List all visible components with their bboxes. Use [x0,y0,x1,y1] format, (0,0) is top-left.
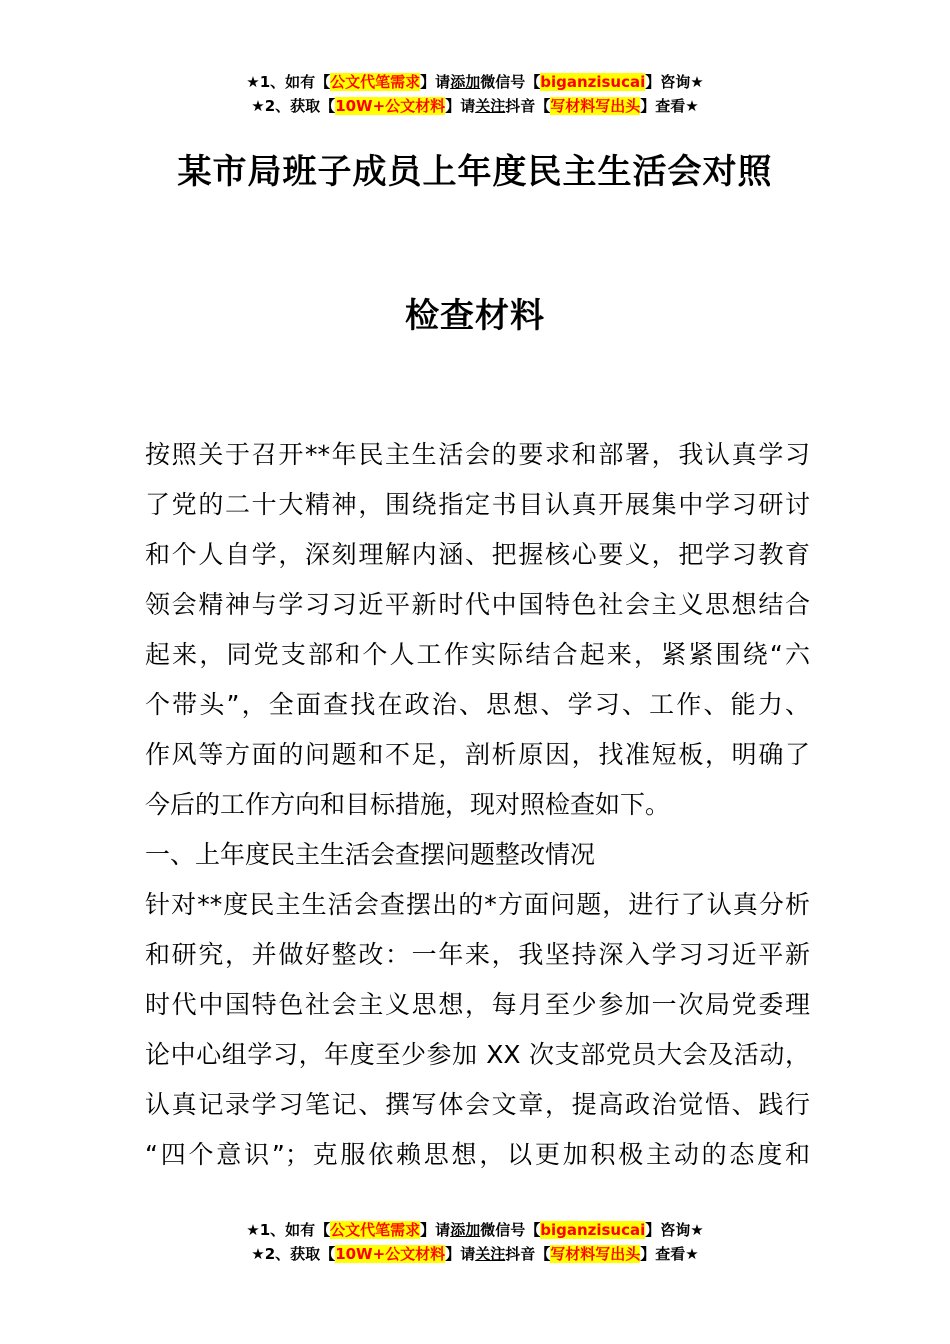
promo-douyin-id: 写材料写出头 [550,97,641,115]
promo-text: ★1、如有【 [246,73,331,91]
promo-line-2 [0,1242,950,1266]
promo-text: 】请 [420,73,451,91]
promo-text: 】咨询★ [645,73,704,91]
promo-wechat-id: biganzisucai [540,1221,646,1239]
body-line: 时代中国特色社会主义思想，每月至少参加一次局党委理 [145,990,810,1019]
promo-text: ★2、获取【 [251,1245,336,1263]
promo-wechat-id: biganzisucai [540,73,646,91]
promo-underline: 关注 [475,97,506,115]
promo-banner-bottom [0,1218,950,1266]
promo-highlight: 10W+公文材料 [335,97,446,115]
body-line: 了党的二十大精神，围绕指定书目认真开展集中学习研讨 [145,490,810,519]
promo-text: 】咨询★ [645,1221,704,1239]
body-line: 个带头”，全面查找在政治、思想、学习、工作、能力、 [145,690,810,719]
document-body [145,430,810,1180]
body-line: 针对**度民主生活会查摆出的*方面问题，进行了认真分析 [145,890,810,919]
promo-text: 】请 [420,1221,451,1239]
promo-text: 】请 [445,1245,476,1263]
promo-text: 抖音【 [505,1245,551,1263]
promo-underline: 添加 [450,1221,481,1239]
promo-underline: 添加 [450,73,481,91]
section-heading: 一、上年度民主生活会查摆问题整改情况 [145,840,596,869]
promo-line-2 [0,94,950,118]
body-line: 作风等方面的问题和不足，剖析原因，找准短板，明确了 [145,740,810,769]
promo-text: 】查看★ [640,97,699,115]
promo-highlight: 10W+公文材料 [335,1245,446,1263]
body-line: 按照关于召开**年民主生活会的要求和部署，我认真学习 [145,440,810,469]
promo-text: 】查看★ [640,1245,699,1263]
promo-text: 抖音【 [505,97,551,115]
promo-line-1 [0,1218,950,1242]
document-title-line-1: 某市局班子成员上年度民主生活会对照 [177,152,773,192]
promo-text: ★2、获取【 [251,97,336,115]
body-line: 领会精神与学习习近平新时代中国特色社会主义思想结合 [145,590,810,619]
promo-highlight: 公文代笔需求 [330,1221,421,1239]
promo-douyin-id: 写材料写出头 [550,1245,641,1263]
promo-underline: 关注 [475,1245,506,1263]
promo-banner-top [0,70,950,118]
body-line: 和研究，并做好整改：一年来，我坚持深入学习习近平新 [145,940,810,969]
body-line: 起来，同党支部和个人工作实际结合起来，紧紧围绕“六 [145,640,810,669]
promo-text: 】请 [445,97,476,115]
promo-text: 微信号【 [480,73,541,91]
body-line: 今后的工作方向和目标措施，现对照检查如下。 [145,790,671,819]
body-line: 和个人自学，深刻理解内涵、把握核心要义，把学习教育 [145,540,810,569]
document-title-line-2: 检查材料 [405,296,545,336]
body-line: 论中心组学习，年度至少参加 XX 次支部党员大会及活动， [145,1040,810,1069]
body-line: “四个意识”；克服依赖思想，以更加积极主动的态度和 [145,1140,810,1169]
body-line: 认真记录学习笔记、撰写体会文章，提高政治觉悟、践行 [145,1090,810,1119]
promo-highlight: 公文代笔需求 [330,73,421,91]
promo-text: ★1、如有【 [246,1221,331,1239]
promo-line-1 [0,70,950,94]
promo-text: 微信号【 [480,1221,541,1239]
